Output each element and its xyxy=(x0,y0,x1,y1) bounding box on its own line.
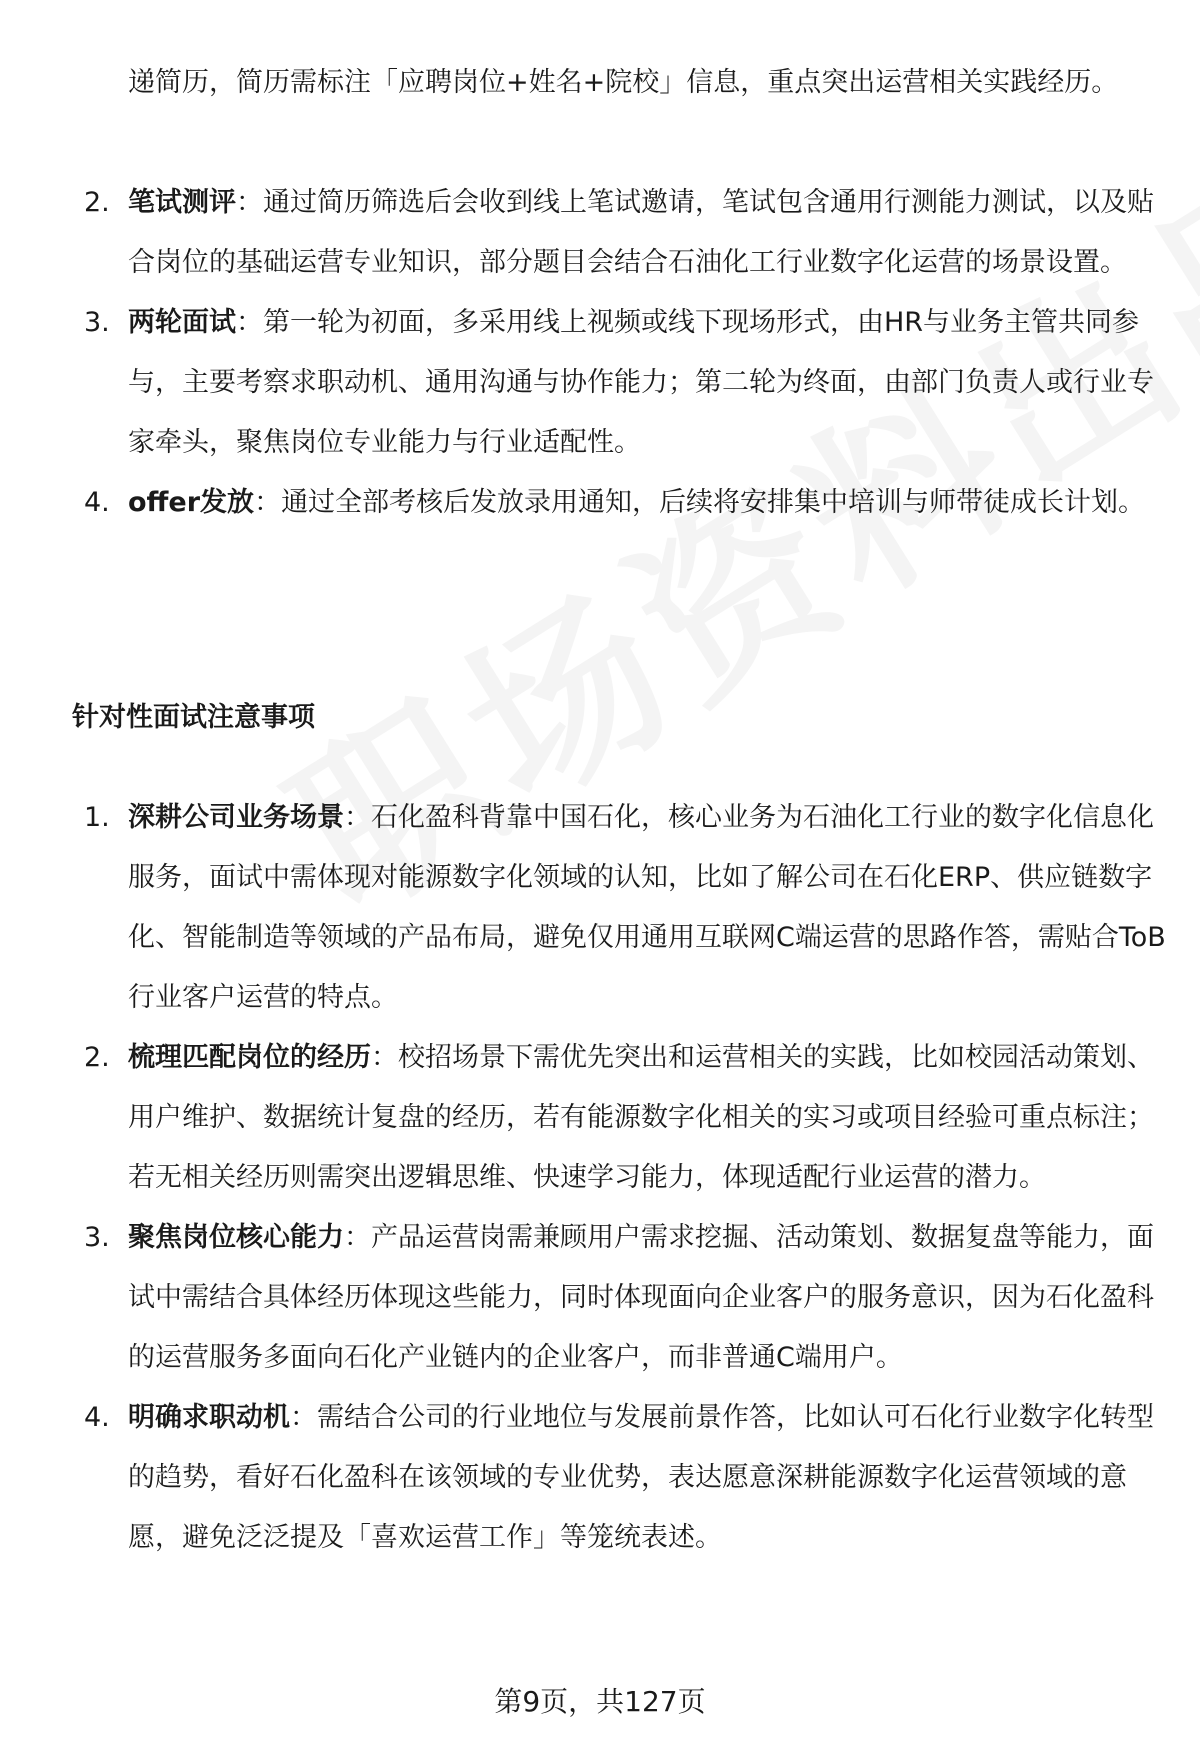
list-item xyxy=(0,1388,1168,1568)
list-item xyxy=(0,473,1168,533)
item-title: 聚焦岗位核心能力 xyxy=(128,1222,344,1253)
item-separator: ： xyxy=(236,187,263,218)
list-item xyxy=(0,1208,1168,1388)
item-body: 校招场景下需优先突出和运营相关的实践，比如校园活动策划、用户维护、数据统计复盘的经历，若有能源数字化相关的实习或项目经验可重点标注；若无相关经历则需突出逻辑思维、快速学习能力，体现适配行业运营的潜力。 xyxy=(128,1042,1154,1193)
item-body: 产品运营岗需兼顾用户需求挖掘、活动策划、数据复盘等能力，面试中需结合具体经历体现这些能力，同时体现面向企业客户的服务意识，因为石化盈科的运营服务多面向石化产业链内的企业客户，而非普通C端用户。 xyxy=(128,1222,1154,1373)
item-separator: ： xyxy=(371,1042,398,1073)
page-footer: 第9页，共127页 xyxy=(494,1685,706,1718)
item-separator: ： xyxy=(290,1402,317,1433)
item-title: 梳理匹配岗位的经历 xyxy=(128,1042,371,1073)
recruitment-process-list xyxy=(0,173,1168,533)
item-separator: ： xyxy=(344,1222,371,1253)
item-separator: ： xyxy=(254,487,282,518)
item-body: 通过全部考核后发放录用通知，后续将安排集中培训与师带徒成长计划。 xyxy=(281,487,1146,518)
list-item xyxy=(0,1028,1168,1208)
list-number: 4. xyxy=(84,487,110,518)
list-item xyxy=(0,788,1168,1028)
item-title: 笔试测评 xyxy=(128,187,236,218)
section-heading: 针对性面试注意事项 xyxy=(72,702,315,733)
item-title: offer发放 xyxy=(128,487,255,518)
list-item xyxy=(0,293,1168,473)
list-number: 3. xyxy=(84,307,110,338)
item-title: 两轮面试 xyxy=(128,307,236,338)
item-body: 通过简历筛选后会收到线上笔试邀请，笔试包含通用行测能力测试，以及贴合岗位的基础运营专业知识，部分题目会结合石油化工行业数字化运营的场景设置。 xyxy=(128,187,1154,278)
item-title: 明确求职动机 xyxy=(128,1402,290,1433)
list-number: 4. xyxy=(84,1402,110,1433)
list-number: 2. xyxy=(84,1042,110,1073)
continued-paragraph: 递简历，简历需标注「应聘岗位+姓名+院校」信息，重点突出运营相关实践经历。 xyxy=(128,67,1119,98)
item-body: 第一轮为初面，多采用线上视频或线下现场形式，由HR与业务主管共同参与，主要考察求职动机、通用沟通与协作能力；第二轮为终面，由部门负责人或行业专家牵头，聚焦岗位专业能力与行业适配性。 xyxy=(128,307,1154,458)
item-body: 石化盈科背靠中国石化，核心业务为石油化工行业的数字化信息化服务，面试中需体现对能源数字化领域的认知，比如了解公司在石化ERP、供应链数字化、智能制造等领域的产品布局，避免仅用通用互联网C端运营的思路作答，需贴合ToB行业客户运营的特点。 xyxy=(128,802,1166,1013)
list-number: 3. xyxy=(84,1222,110,1253)
item-title: 深耕公司业务场景 xyxy=(128,802,344,833)
item-separator: ： xyxy=(344,802,371,833)
interview-tips-list xyxy=(0,788,1168,1568)
list-number: 2. xyxy=(84,187,110,218)
list-item xyxy=(0,173,1168,293)
item-separator: ： xyxy=(236,307,263,338)
list-number: 1. xyxy=(84,802,110,833)
item-body: 需结合公司的行业地位与发展前景作答，比如认可石化行业数字化转型的趋势，看好石化盈科在该领域的专业优势，表达愿意深耕能源数字化运营领域的意愿，避免泛泛提及「喜欢运营工作」等笼统表述。 xyxy=(128,1402,1154,1553)
